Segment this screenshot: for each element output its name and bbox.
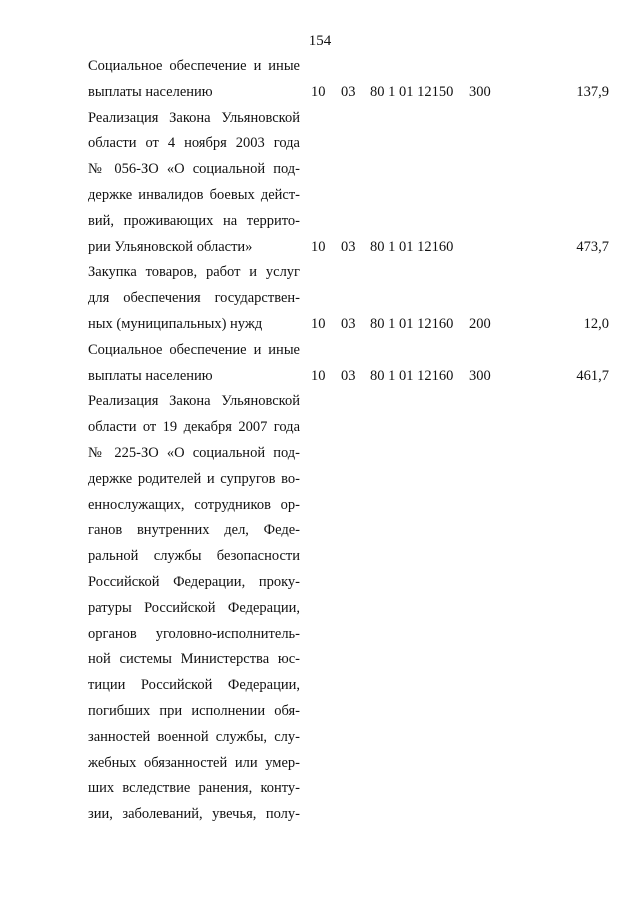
row-description: № 225-ЗО «О социальной под-	[88, 444, 300, 461]
amount-value: 12,0	[583, 315, 609, 332]
subsection-code: 03	[341, 83, 356, 100]
row-description: ных (муниципальных) нужд	[88, 315, 263, 332]
subsection-code: 03	[341, 238, 356, 255]
row-description: рии Ульяновской области»	[88, 238, 253, 255]
section-code: 10	[311, 367, 326, 384]
section-code: 10	[311, 315, 326, 332]
section-code: 10	[311, 238, 326, 255]
target-article-code: 80 1 01 12160	[370, 315, 454, 332]
row-description: тиции Российской Федерации,	[88, 677, 300, 694]
amount-value: 473,7	[576, 238, 609, 255]
row-description: Социальное обеспечение и иные	[88, 58, 300, 74]
target-article-code: 80 1 01 12150	[370, 83, 454, 100]
row-description: Российской Федерации, проку-	[88, 573, 300, 590]
row-description: зии, заболеваний, увечья, полу-	[88, 806, 300, 823]
row-description: держке родителей и супругов во-	[88, 470, 300, 487]
row-description: выплаты населению	[88, 83, 213, 100]
row-description: области от 4 ноября 2003 года	[88, 135, 300, 152]
subsection-code: 03	[341, 315, 356, 332]
row-description: занностей военной службы, слу-	[88, 728, 300, 745]
subsection-code: 03	[341, 367, 356, 384]
row-description: для обеспечения государствен-	[88, 290, 300, 307]
row-description: держке инвалидов боевых дейст-	[88, 186, 300, 203]
amount-value: 137,9	[576, 83, 609, 100]
amount-value: 461,7	[576, 367, 609, 384]
expense-type-code: 300	[469, 367, 491, 384]
target-article-code: 80 1 01 12160	[370, 238, 454, 255]
row-description: № 056-ЗО «О социальной под-	[88, 161, 300, 178]
section-code: 10	[311, 83, 326, 100]
row-description: ральной службы безопасности	[88, 548, 300, 565]
row-description: Закупка товаров, работ и услуг	[88, 264, 300, 281]
row-description: погибших при исполнении обя-	[88, 702, 300, 719]
row-description: органов уголовно-исполнитель-	[88, 625, 300, 642]
row-description: ших вследствие ранения, конту-	[88, 780, 300, 797]
row-description: ганов внутренних дел, Феде-	[88, 522, 300, 539]
target-article-code: 80 1 01 12160	[370, 367, 454, 384]
row-description: вий, проживающих на террито-	[88, 212, 300, 229]
page-number: 154	[308, 33, 332, 49]
row-description: жебных обязанностей или умер-	[88, 754, 300, 771]
expense-type-code: 300	[469, 83, 491, 100]
row-description: выплаты населению	[88, 367, 213, 384]
row-description: Реализация Закона Ульяновской	[88, 109, 300, 126]
row-description: области от 19 декабря 2007 года	[88, 419, 300, 436]
expense-type-code: 200	[469, 315, 491, 332]
row-description: ратуры Российской Федерации,	[88, 599, 300, 616]
row-description: еннослужащих, сотрудников ор-	[88, 496, 300, 513]
row-description: Реализация Закона Ульяновской	[88, 393, 300, 410]
row-description: ной системы Министерства юс-	[88, 651, 300, 668]
row-description: Социальное обеспечение и иные	[88, 341, 300, 358]
